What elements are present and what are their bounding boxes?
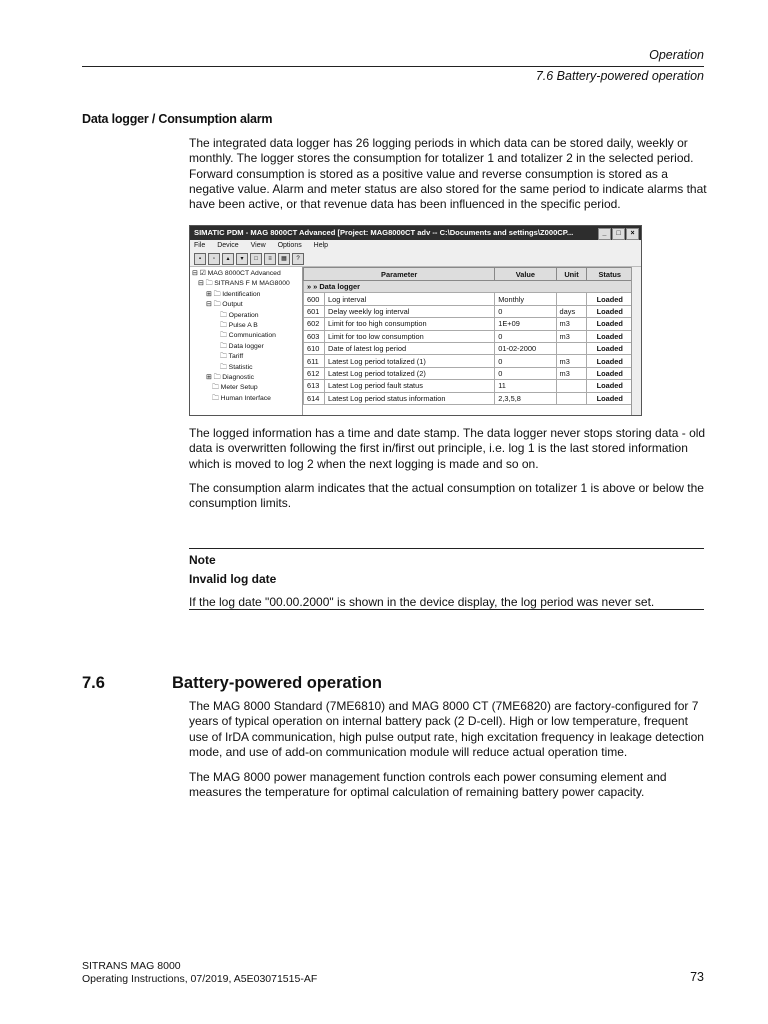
cell-param: Limit for too high consumption [325, 318, 495, 330]
close-button[interactable]: × [626, 228, 639, 240]
cell-num: 600 [304, 293, 325, 305]
cell-unit [556, 380, 587, 392]
cell-value[interactable]: 11 [495, 380, 556, 392]
cell-param: Latest Log period totalized (2) [325, 367, 495, 379]
battery-paragraph-1: The MAG 8000 Standard (7ME6810) and MAG 8000 CT (7ME6820) are factory-configured for 7 years of typical operation on internal battery pack (2 D-cell). High or low temperature, frequent use of IrDA communication, high pulse output rate, high excitation frequency in leakage detection mode, and use of add-on communication module will reduce actual operation time. [189, 699, 704, 759]
menu-view[interactable]: View [250, 242, 266, 249]
menu-options[interactable]: Options [277, 242, 302, 249]
cell-status: Loaded [587, 330, 633, 342]
note-text: If the log date "00.00.2000" is shown in the device display, the log period was never set. [189, 595, 655, 609]
upload-icon[interactable]: ▴ [222, 253, 234, 265]
cell-unit: m3 [556, 367, 587, 379]
window-menubar [190, 240, 641, 252]
window-titlebar [190, 226, 641, 240]
tree-item[interactable]: 🗀 Tariff [220, 353, 244, 361]
maximize-button[interactable]: □ [612, 228, 625, 240]
table-row[interactable] [304, 305, 633, 317]
table-row[interactable] [304, 367, 633, 379]
data-logger-heading: Data logger / Consumption alarm [82, 112, 273, 126]
tree-item[interactable]: ⊞ 🗀 Identification [206, 290, 261, 298]
tree-item[interactable]: 🗀 Communication [220, 332, 276, 340]
menu-help[interactable]: Help [313, 242, 329, 249]
col-header-unit[interactable]: Unit [556, 268, 587, 281]
parameter-table [303, 267, 633, 405]
cell-num: 602 [304, 318, 325, 330]
cell-unit [556, 392, 587, 404]
tree-item[interactable]: ⊟ 🗀 Output [206, 301, 243, 309]
cell-status: Loaded [587, 293, 633, 305]
cell-param: Delay weekly log interval [325, 305, 495, 317]
tree-item[interactable]: ⊟ ☑ MAG 8000CT Advanced [192, 270, 281, 277]
view-icon[interactable]: □ [250, 253, 262, 265]
table-row[interactable] [304, 355, 633, 367]
vertical-scrollbar[interactable] [631, 267, 641, 415]
tree-item[interactable]: ⊟ 🗀 SITRANS F M MAG8000 [198, 280, 290, 288]
cell-num: 611 [304, 355, 325, 367]
page-number: 73 [690, 970, 704, 984]
table-row[interactable] [304, 380, 633, 392]
parameter-grid [303, 267, 641, 415]
cell-param: Log interval [325, 293, 495, 305]
header-section: 7.6 Battery-powered operation [535, 69, 704, 83]
print-icon[interactable]: ▫ [208, 253, 220, 265]
cell-param: Limit for too low consumption [325, 330, 495, 342]
window-toolbar [190, 252, 641, 267]
cell-unit: days [556, 305, 587, 317]
cell-status: Loaded [587, 342, 633, 354]
cell-value[interactable]: 0 [495, 330, 556, 342]
cell-status: Loaded [587, 367, 633, 379]
data-logger-paragraph-3: The consumption alarm indicates that the actual consumption on totalizer 1 is above or below the consumption limits. [189, 481, 704, 511]
battery-paragraph-2: The MAG 8000 power management function controls each power consuming element and measures the temperature for optimal calculation of remaining battery power capacity. [189, 770, 667, 800]
tree-item[interactable]: 🗀 Human Interface [212, 394, 271, 402]
download-icon[interactable]: ▾ [236, 253, 248, 265]
header-rule [82, 66, 704, 67]
cell-param: Latest Log period fault status [325, 380, 495, 392]
menu-device[interactable]: Device [217, 242, 239, 249]
col-header-parameter[interactable]: Parameter [304, 268, 495, 281]
grid-icon[interactable]: ▦ [278, 253, 290, 265]
cell-unit [556, 293, 587, 305]
tree-item-selected[interactable]: 🗀 Data logger [220, 342, 264, 350]
menu-file[interactable]: File [194, 242, 206, 249]
cell-param: Latest Log period status information [325, 392, 495, 404]
help-icon[interactable]: ? [292, 253, 304, 265]
cell-num: 613 [304, 380, 325, 392]
window-title: SIMATIC PDM - MAG 8000CT Advanced [Project: MAG8000CT adv -- C:\Documents and settings\Z000CP... [194, 228, 574, 237]
col-header-status[interactable]: Status [587, 268, 633, 281]
cell-status: Loaded [587, 318, 633, 330]
cell-value[interactable]: 0 [495, 367, 556, 379]
cell-value[interactable]: 01-02-2000 [495, 342, 556, 354]
note-rule-bottom [189, 609, 704, 610]
tree-item[interactable]: 🗀 Pulse A B [220, 322, 258, 330]
cell-value[interactable]: 1E+09 [495, 318, 556, 330]
save-icon[interactable]: ▪ [194, 253, 206, 265]
cell-status: Loaded [587, 305, 633, 317]
cell-status: Loaded [587, 355, 633, 367]
cell-status: Loaded [587, 392, 633, 404]
cell-num: 610 [304, 342, 325, 354]
table-row[interactable] [304, 330, 633, 342]
section-number: 7.6 [82, 674, 105, 692]
group-row [304, 281, 633, 293]
table-row[interactable] [304, 318, 633, 330]
cell-value[interactable]: Monthly [495, 293, 556, 305]
cell-value[interactable]: 0 [495, 305, 556, 317]
tree-item[interactable]: ⊞ 🗀 Diagnostic [206, 374, 255, 382]
table-row[interactable] [304, 392, 633, 404]
cell-value[interactable]: 0 [495, 355, 556, 367]
tree-item[interactable]: 🗀 Statistic [220, 363, 253, 371]
cell-unit: m3 [556, 355, 587, 367]
cell-status: Loaded [587, 380, 633, 392]
note-label: Note [189, 553, 216, 567]
simatic-pdm-screenshot [189, 225, 642, 416]
cell-param: Date of latest log period [325, 342, 495, 354]
list-icon[interactable]: ≡ [264, 253, 276, 265]
table-row[interactable] [304, 293, 633, 305]
note-title: Invalid log date [189, 572, 277, 586]
footer-product: SITRANS MAG 8000 [82, 960, 181, 972]
data-logger-paragraph-2: The logged information has a time and date stamp. The data logger never stops storing data - old data is overwritten following the first in/first out principle, i.e. log 1 is the last stored information which is moved to log 2 when the next logging is made and so on. [189, 426, 706, 471]
cell-value[interactable]: 2,3,5,8 [495, 392, 556, 404]
header-chapter: Operation [649, 48, 704, 62]
cell-num: 614 [304, 392, 325, 404]
group-row-label: » » Data logger [304, 281, 633, 293]
cell-param: Latest Log period totalized (1) [325, 355, 495, 367]
cell-num: 612 [304, 367, 325, 379]
cell-unit: m3 [556, 330, 587, 342]
col-header-value[interactable]: Value [495, 268, 556, 281]
cell-unit: m3 [556, 318, 587, 330]
table-row[interactable] [304, 342, 633, 354]
cell-num: 601 [304, 305, 325, 317]
note-rule-top [189, 548, 704, 549]
cell-num: 603 [304, 330, 325, 342]
minimize-button[interactable]: _ [598, 228, 611, 240]
cell-unit [556, 342, 587, 354]
tree-item[interactable]: 🗀 Meter Setup [212, 384, 258, 392]
section-title: Battery-powered operation [172, 674, 382, 692]
device-tree [190, 267, 303, 415]
tree-item[interactable]: 🗀 Operation [220, 311, 259, 319]
data-logger-paragraph-1: The integrated data logger has 26 logging periods in which data can be stored daily, weekly or monthly. The logger stores the consumption for totalizer 1 and totalizer 2 in the selected period. Forward consumption is stored as a positive value and reverse consumption is stored as a negative value. Alarm and meter status are also stored for the same period to indicate alarms that have been active, or that revenue data has been influenced in the specific period. [189, 136, 707, 212]
footer-document: Operating Instructions, 07/2019, A5E03071515-AF [82, 973, 318, 985]
